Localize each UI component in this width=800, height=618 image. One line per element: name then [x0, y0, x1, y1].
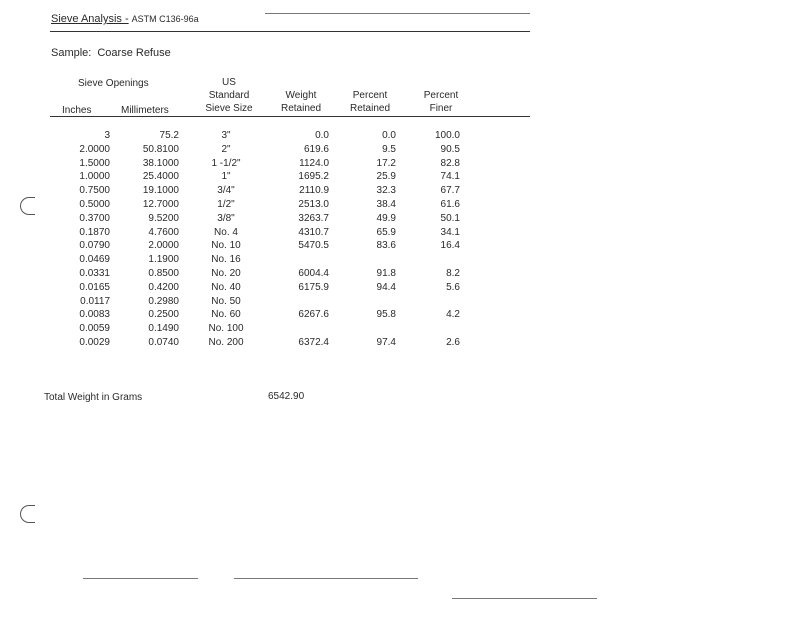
table-row [50, 336, 460, 350]
standard-code: ASTM C136-96a [131, 14, 199, 24]
cell-sieve-size: 1 -1/2" [211, 157, 241, 169]
title-text: Sieve Analysis - [51, 13, 129, 25]
cell-percent-finer: 74.1 [440, 171, 460, 183]
cell-weight-retained: 5470.5 [298, 240, 329, 252]
cell-percent-retained: 65.9 [376, 226, 396, 238]
cell-weight-retained: 2513.0 [298, 198, 329, 210]
title-rule [50, 31, 530, 32]
total-value: 6542.90 [268, 391, 305, 402]
cell-weight-retained: 619.6 [303, 143, 329, 155]
footer-rule-3 [452, 598, 597, 599]
table-row [50, 184, 460, 198]
cell-sieve-size: No. 50 [211, 295, 241, 307]
cell-percent-finer: 50.1 [440, 212, 460, 224]
cell-percent-retained: 83.6 [376, 240, 396, 252]
table-row [50, 157, 460, 171]
cell-percent-finer: 16.4 [440, 240, 460, 252]
cell-millimeters: 38.1000 [142, 157, 179, 169]
table-row [50, 295, 460, 309]
header-inches: Inches [62, 105, 92, 116]
table-row [50, 143, 460, 157]
table-row [50, 322, 460, 336]
cell-millimeters: 1.1900 [148, 254, 179, 266]
cell-weight-retained: 6372.4 [298, 336, 329, 348]
cell-percent-finer: 61.6 [440, 198, 460, 210]
cell-millimeters: 12.7000 [142, 198, 179, 210]
cell-sieve-size: No. 100 [208, 323, 244, 335]
header-pr-line2: Retained [349, 103, 391, 114]
cell-percent-finer: 2.6 [446, 336, 460, 348]
cell-millimeters: 0.2980 [148, 295, 179, 307]
cell-percent-retained: 97.4 [376, 336, 396, 348]
header-rule [50, 116, 530, 117]
cell-sieve-size: 3/8" [217, 212, 235, 224]
cell-inches: 0.7500 [79, 185, 110, 197]
cell-inches: 0.0117 [80, 295, 110, 307]
table-row [50, 239, 460, 253]
cell-inches: 2.0000 [79, 143, 110, 155]
cell-percent-finer: 90.5 [440, 143, 460, 155]
cell-inches: 0.0331 [79, 267, 110, 279]
header-pr-line1: Percent [352, 90, 388, 101]
header-pf-line1: Percent [423, 90, 459, 101]
footer-rule-2 [234, 578, 418, 579]
cell-weight-retained: 4310.7 [298, 226, 329, 238]
header-us-line2: Standard [208, 90, 250, 101]
punch-hole-top [20, 197, 35, 215]
cell-millimeters: 75.2 [159, 130, 179, 141]
cell-sieve-size: No. 20 [211, 267, 241, 279]
table-row [50, 253, 460, 267]
cell-percent-finer: 4.2 [446, 309, 460, 321]
cell-percent-retained [329, 253, 396, 267]
cell-inches: 0.3700 [79, 212, 110, 224]
cell-sieve-size: 3/4" [217, 185, 235, 197]
cell-percent-finer: 67.7 [440, 185, 460, 197]
header-millimeters: Millimeters [121, 105, 169, 116]
top-rule [265, 13, 530, 14]
cell-millimeters: 0.0740 [148, 336, 179, 348]
cell-inches: 3 [104, 130, 110, 141]
cell-millimeters: 0.1490 [148, 323, 179, 335]
table-row [50, 281, 460, 295]
cell-millimeters: 0.2500 [148, 309, 179, 321]
table-row [50, 212, 460, 226]
cell-percent-finer [396, 295, 460, 309]
cell-millimeters: 2.0000 [148, 240, 179, 252]
cell-inches: 0.5000 [79, 198, 110, 210]
header-weight-retained [277, 89, 325, 115]
cell-weight-retained: 6004.4 [298, 267, 329, 279]
cell-millimeters: 0.8500 [148, 267, 179, 279]
cell-inches: 0.0029 [79, 336, 110, 348]
cell-sieve-size: 1/2" [217, 198, 235, 210]
cell-weight-retained: 3263.7 [298, 212, 329, 224]
cell-percent-finer: 34.1 [440, 226, 460, 238]
page-title [51, 13, 199, 25]
sieve-table-body [50, 129, 460, 350]
cell-sieve-size: 2" [221, 143, 231, 155]
punch-hole-bottom [20, 505, 35, 523]
cell-sieve-size: No. 10 [211, 240, 241, 252]
table-row [50, 198, 460, 212]
sample-label: Sample: [51, 47, 92, 59]
cell-millimeters: 50.8100 [142, 143, 179, 155]
cell-sieve-size: 1" [221, 171, 231, 183]
cell-inches: 0.0469 [79, 254, 110, 266]
table-row [50, 170, 460, 184]
cell-percent-retained [329, 322, 396, 336]
cell-millimeters: 9.5200 [148, 212, 179, 224]
cell-inches: 0.0790 [79, 240, 110, 252]
table-row [50, 129, 460, 143]
cell-weight-retained: 1124.0 [299, 157, 329, 169]
cell-percent-retained: 32.3 [376, 185, 396, 197]
total-label: Total Weight in Grams [44, 392, 143, 403]
header-us-line1: US [222, 77, 236, 88]
cell-weight-retained [273, 253, 329, 267]
cell-millimeters: 19.1000 [142, 185, 179, 197]
header-sieve-openings: Sieve Openings [78, 78, 149, 89]
cell-millimeters: 0.4200 [148, 281, 179, 293]
sample-value: Coarse Refuse [97, 47, 171, 59]
cell-inches: 0.0165 [79, 281, 110, 293]
cell-sieve-size: No. 200 [208, 336, 244, 348]
header-percent-retained [345, 89, 395, 115]
cell-sieve-size: No. 16 [211, 254, 241, 266]
cell-weight-retained: 2110.9 [299, 185, 329, 197]
cell-percent-retained: 94.4 [376, 281, 396, 293]
cell-inches: 0.1870 [79, 226, 110, 238]
cell-sieve-size: 3" [221, 130, 231, 141]
cell-percent-finer: 5.6 [446, 281, 460, 293]
cell-weight-retained: 6175.9 [298, 281, 329, 293]
cell-percent-finer: 82.8 [440, 157, 460, 169]
cell-weight-retained [273, 322, 329, 336]
cell-inches: 1.0000 [79, 171, 110, 183]
header-weight-line2: Retained [280, 103, 322, 114]
header-pf-line2: Finer [429, 103, 453, 114]
cell-sieve-size: No. 4 [214, 226, 238, 238]
sieve-table [50, 129, 460, 350]
cell-sieve-size: No. 40 [211, 281, 241, 293]
cell-percent-retained: 91.8 [376, 267, 396, 279]
table-row [50, 226, 460, 240]
cell-sieve-size: No. 60 [211, 309, 241, 321]
header-us-line3: Sieve Size [205, 103, 253, 114]
cell-percent-retained: 38.4 [376, 198, 396, 210]
cell-weight-retained: 1695.2 [298, 171, 329, 183]
table-row [50, 308, 460, 322]
cell-percent-finer: 100.0 [434, 130, 460, 141]
cell-percent-retained [329, 295, 396, 309]
cell-percent-retained: 17.2 [376, 157, 396, 169]
cell-percent-finer: 8.2 [446, 267, 460, 279]
cell-weight-retained [273, 295, 329, 309]
header-percent-finer [416, 89, 466, 115]
sample-line [51, 47, 171, 59]
cell-millimeters: 25.4000 [142, 171, 179, 183]
cell-weight-retained: 6267.6 [298, 309, 329, 321]
cell-percent-finer [396, 322, 460, 336]
cell-inches: 1.5000 [79, 157, 110, 169]
cell-percent-retained: 0.0 [382, 130, 396, 141]
table-row [50, 267, 460, 281]
cell-percent-finer [396, 253, 460, 267]
cell-inches: 0.0083 [79, 309, 110, 321]
cell-percent-retained: 9.5 [382, 143, 396, 155]
header-weight-line1: Weight [285, 90, 317, 101]
cell-percent-retained: 25.9 [376, 171, 396, 183]
header-us-standard [200, 76, 258, 115]
cell-inches: 0.0059 [79, 323, 110, 335]
cell-percent-retained: 95.8 [376, 309, 396, 321]
cell-weight-retained: 0.0 [315, 130, 329, 141]
footer-rule-1 [83, 578, 198, 579]
cell-millimeters: 4.7600 [148, 226, 179, 238]
cell-percent-retained: 49.9 [376, 212, 396, 224]
